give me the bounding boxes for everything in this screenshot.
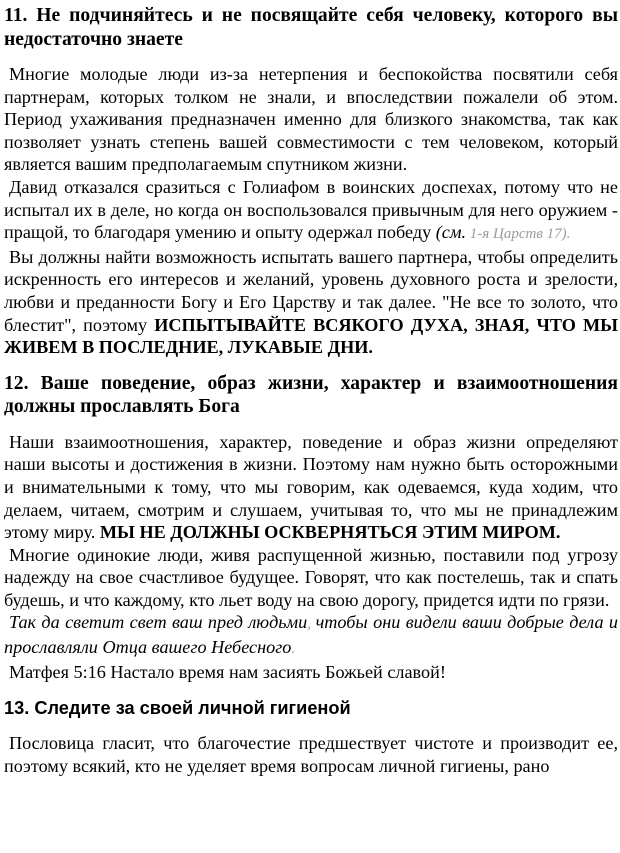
emphasis-text: МЫ НЕ ДОЛЖНЫ ОСКВЕРНЯТЬСЯ ЭТИМ МИРОМ. bbox=[99, 522, 561, 543]
section-12-heading: 12. Ваше поведение, образ жизни, характер и взаимоотношения должны прославлять Бога bbox=[4, 372, 618, 418]
section-11-paragraph-2 bbox=[4, 176, 618, 246]
reference-book: 1-я Царств bbox=[466, 226, 547, 243]
section-13-heading: 13. Следите за своей личной гигиеной bbox=[4, 698, 351, 719]
emphasis-text: ИСПЫТЫВАЙТЕ ВСЯКОГО ДУХА, ЗНАЯ, ЧТО МЫ ЖИВЕМ В ПОСЛЕДНИЕ, ЛУКАВЫЕ ДНИ. bbox=[4, 314, 618, 358]
section-11-heading: 11. Не подчиняйтесь и не посвящайте себя человеку, которого вы недостаточно знаете bbox=[4, 5, 618, 50]
section-12-paragraph-2: Многие одинокие люди, живя распущенной жизнью, поставили под угрозу надежду на свое счастливое будущее. Говорят, что как постелешь, так и спать будешь, и что каждому, кто льет воду на свою дорогу, придется идти по грязи. bbox=[4, 544, 618, 610]
scripture-quote bbox=[4, 611, 618, 660]
quote-part-1: Так да светит свет ваш пред людьми bbox=[9, 612, 308, 633]
section-13-paragraph-1: Пословица гласит, что благочестие предшествует чистоте и производит ее, поэтому всякий, кто не уделяет время вопросам личной гигиены, рано bbox=[4, 733, 618, 776]
paragraph-text: Вы должны найти возможность испытать вашего партнера, чтобы определить искренность его интересов и желаний, уровень духовного роста и зрелости, любви и преданности Богу и Его Царству и так далее. "Не все то золото, что блестит", поэтому bbox=[4, 246, 618, 335]
paragraph-text: Наши взаимоотношения, характер, поведение и образ жизни определяют наши высоты и достижения в жизни. Поэтому нам нужно быть осторожными и внимательными к тому, что мы говорим, как одеваемся, куда ходим, что делаем, читаем, смотрим и слушаем, учитывая то, что мы не принадлежим этому миру. bbox=[4, 431, 618, 543]
reference-prefix: (см. bbox=[435, 222, 467, 243]
reference-chapter: 17). bbox=[546, 226, 571, 243]
section-11-paragraph-1: Многие молодые люди из-за нетерпения и беспокойства посвятили себя партнерам, которых толком не знали, и впоследствии пожалели об этом. Период ухаживания предназначен именно для близкого знакомства, так как позволяет узнать степень вашей совместимости с тем человеком, который является вашим предполагаемым спутником жизни. bbox=[4, 64, 618, 175]
quote-part-2: чтобы они видели ваши добрые дела и прославляли Отца вашего Небесного bbox=[4, 612, 619, 658]
section-11-paragraph-3 bbox=[4, 246, 618, 359]
quote-period: . bbox=[291, 641, 296, 658]
scripture-reference bbox=[436, 222, 571, 242]
section-12-paragraph-1 bbox=[4, 431, 618, 544]
quote-comma: , bbox=[307, 616, 316, 633]
paragraph-text: Давид отказался сразиться с Голиафом в воинских доспехах, потому что не испытал их в деле, но когда он воспользовался привычным для него оружием - пращой, то благодаря умению и опыту одержал победу bbox=[4, 176, 618, 243]
section-12-paragraph-3: Матфея 5:16 Настало время нам засиять Божьей славой! bbox=[9, 661, 446, 682]
